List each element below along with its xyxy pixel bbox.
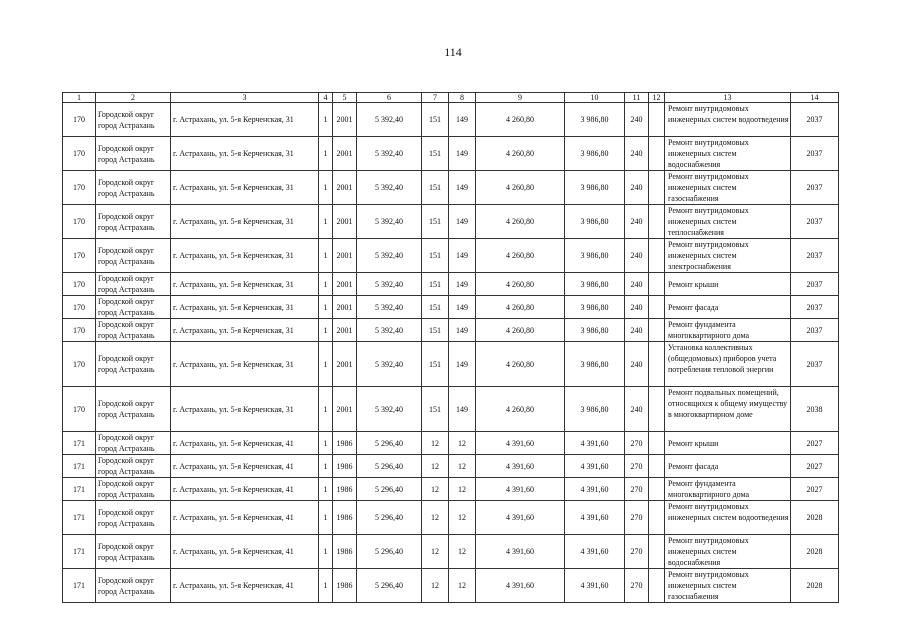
year-cell: 2001 (333, 103, 357, 137)
col4-cell: 1 (319, 432, 333, 455)
municipality-cell: Городской округ город Астрахань (96, 296, 171, 319)
col9-cell: 4 260,80 (476, 239, 565, 273)
table-row (63, 432, 839, 455)
col10-cell: 4 391,60 (565, 478, 625, 501)
col12-cell (649, 569, 665, 603)
col10-cell: 3 986,80 (565, 296, 625, 319)
col6-cell: 5 296,40 (357, 501, 422, 535)
col11-cell: 240 (625, 137, 649, 171)
col8-cell: 149 (449, 171, 476, 205)
col8-cell: 12 (449, 455, 476, 478)
address-cell: г. Астрахань, ул. 5-я Керченская, 31 (171, 205, 319, 239)
col12-cell (649, 205, 665, 239)
col4-cell: 1 (319, 137, 333, 171)
col6-cell: 5 296,40 (357, 432, 422, 455)
municipality-cell: Городской округ город Астрахань (96, 239, 171, 273)
municipality-cell: Городской округ город Астрахань (96, 455, 171, 478)
col9-cell: 4 391,60 (476, 478, 565, 501)
col7-cell: 12 (422, 569, 449, 603)
row-id-cell: 171 (63, 478, 96, 501)
col7-cell: 151 (422, 342, 449, 387)
year-cell: 2001 (333, 342, 357, 387)
col6-cell: 5 296,40 (357, 535, 422, 569)
work-type-cell: Ремонт фундамента многоквартирного дома (665, 319, 791, 342)
planned-year-cell: 2027 (791, 455, 839, 478)
col8-cell: 149 (449, 205, 476, 239)
row-id-cell: 171 (63, 535, 96, 569)
year-cell: 2001 (333, 319, 357, 342)
work-type-cell: Установка коллективных (общедомовых) приборов учета потребления тепловой энергии (665, 342, 791, 387)
col8-cell: 149 (449, 239, 476, 273)
col8-cell: 12 (449, 478, 476, 501)
col4-cell: 1 (319, 478, 333, 501)
col7-cell: 151 (422, 171, 449, 205)
table-row (63, 103, 839, 137)
planned-year-cell: 2037 (791, 296, 839, 319)
col9-cell: 4 260,80 (476, 273, 565, 296)
planned-year-cell: 2037 (791, 103, 839, 137)
col12-cell (649, 273, 665, 296)
year-cell: 1986 (333, 501, 357, 535)
col8-cell: 12 (449, 501, 476, 535)
col9-cell: 4 260,80 (476, 103, 565, 137)
col10-cell: 4 391,60 (565, 535, 625, 569)
table-row (63, 171, 839, 205)
address-cell: г. Астрахань, ул. 5-я Керченская, 41 (171, 432, 319, 455)
col7-cell: 151 (422, 296, 449, 319)
address-cell: г. Астрахань, ул. 5-я Керченская, 41 (171, 478, 319, 501)
register-table-body (63, 93, 839, 603)
col7-cell: 12 (422, 535, 449, 569)
col10-cell: 3 986,80 (565, 205, 625, 239)
planned-year-cell: 2037 (791, 319, 839, 342)
col9-cell: 4 391,60 (476, 569, 565, 603)
municipality-cell: Городской округ город Астрахань (96, 501, 171, 535)
col9-cell: 4 260,80 (476, 319, 565, 342)
municipality-cell: Городской округ город Астрахань (96, 478, 171, 501)
col8-cell: 149 (449, 103, 476, 137)
col10-cell: 3 986,80 (565, 239, 625, 273)
col6-cell: 5 392,40 (357, 205, 422, 239)
col6-cell: 5 392,40 (357, 171, 422, 205)
col10-cell: 3 986,80 (565, 103, 625, 137)
year-cell: 1986 (333, 535, 357, 569)
col8-cell: 149 (449, 342, 476, 387)
work-type-cell: Ремонт внутридомовых инженерных систем водоотведения (665, 103, 791, 137)
col7-cell: 12 (422, 455, 449, 478)
column-number: 12 (649, 93, 665, 103)
table-row (63, 569, 839, 603)
planned-year-cell: 2037 (791, 273, 839, 296)
row-id-cell: 170 (63, 205, 96, 239)
col4-cell: 1 (319, 296, 333, 319)
year-cell: 1986 (333, 569, 357, 603)
table-row (63, 137, 839, 171)
row-id-cell: 170 (63, 273, 96, 296)
planned-year-cell: 2037 (791, 342, 839, 387)
table-row (63, 478, 839, 501)
planned-year-cell: 2037 (791, 205, 839, 239)
planned-year-cell: 2027 (791, 432, 839, 455)
work-type-cell: Ремонт крыши (665, 432, 791, 455)
year-cell: 1986 (333, 478, 357, 501)
col7-cell: 12 (422, 501, 449, 535)
column-number: 1 (63, 93, 96, 103)
col6-cell: 5 296,40 (357, 455, 422, 478)
row-id-cell: 171 (63, 455, 96, 478)
column-number: 7 (422, 93, 449, 103)
col9-cell: 4 260,80 (476, 171, 565, 205)
year-cell: 1986 (333, 455, 357, 478)
address-cell: г. Астрахань, ул. 5-я Керченская, 41 (171, 569, 319, 603)
col8-cell: 149 (449, 273, 476, 296)
col6-cell: 5 296,40 (357, 569, 422, 603)
page-number: 114 (444, 45, 462, 59)
col11-cell: 240 (625, 319, 649, 342)
col10-cell: 3 986,80 (565, 319, 625, 342)
municipality-cell: Городской округ город Астрахань (96, 137, 171, 171)
row-id-cell: 170 (63, 296, 96, 319)
row-id-cell: 170 (63, 103, 96, 137)
planned-year-cell: 2027 (791, 478, 839, 501)
col9-cell: 4 260,80 (476, 387, 565, 432)
work-type-cell: Ремонт фасада (665, 455, 791, 478)
col12-cell (649, 319, 665, 342)
col10-cell: 3 986,80 (565, 387, 625, 432)
planned-year-cell: 2038 (791, 387, 839, 432)
col11-cell: 270 (625, 569, 649, 603)
col11-cell: 240 (625, 342, 649, 387)
col12-cell (649, 103, 665, 137)
col6-cell: 5 392,40 (357, 296, 422, 319)
address-cell: г. Астрахань, ул. 5-я Керченская, 31 (171, 171, 319, 205)
municipality-cell: Городской округ город Астрахань (96, 535, 171, 569)
col12-cell (649, 501, 665, 535)
table-row (63, 342, 839, 387)
work-type-cell: Ремонт внутридомовых инженерных систем водоотведения (665, 501, 791, 535)
col12-cell (649, 432, 665, 455)
table-row (63, 455, 839, 478)
address-cell: г. Астрахань, ул. 5-я Керченская, 31 (171, 239, 319, 273)
col10-cell: 4 391,60 (565, 455, 625, 478)
col6-cell: 5 392,40 (357, 137, 422, 171)
col10-cell: 3 986,80 (565, 171, 625, 205)
year-cell: 2001 (333, 273, 357, 296)
col7-cell: 151 (422, 239, 449, 273)
table-row (63, 535, 839, 569)
column-number: 2 (96, 93, 171, 103)
col12-cell (649, 171, 665, 205)
municipality-cell: Городской округ город Астрахань (96, 342, 171, 387)
column-number: 9 (476, 93, 565, 103)
planned-year-cell: 2028 (791, 535, 839, 569)
row-id-cell: 171 (63, 501, 96, 535)
table-row (63, 296, 839, 319)
col11-cell: 240 (625, 296, 649, 319)
municipality-cell: Городской округ город Астрахань (96, 273, 171, 296)
col11-cell: 270 (625, 432, 649, 455)
col8-cell: 12 (449, 569, 476, 603)
col11-cell: 270 (625, 501, 649, 535)
address-cell: г. Астрахань, ул. 5-я Керченская, 31 (171, 296, 319, 319)
row-id-cell: 170 (63, 319, 96, 342)
row-id-cell: 170 (63, 387, 96, 432)
col7-cell: 12 (422, 432, 449, 455)
col4-cell: 1 (319, 319, 333, 342)
col7-cell: 12 (422, 478, 449, 501)
column-number: 6 (357, 93, 422, 103)
work-type-cell: Ремонт фасада (665, 296, 791, 319)
col10-cell: 4 391,60 (565, 501, 625, 535)
col8-cell: 149 (449, 319, 476, 342)
col10-cell: 3 986,80 (565, 342, 625, 387)
planned-year-cell: 2028 (791, 501, 839, 535)
col10-cell: 3 986,80 (565, 137, 625, 171)
row-id-cell: 170 (63, 239, 96, 273)
row-id-cell: 170 (63, 171, 96, 205)
col4-cell: 1 (319, 273, 333, 296)
col9-cell: 4 391,60 (476, 501, 565, 535)
row-id-cell: 170 (63, 342, 96, 387)
municipality-cell: Городской округ город Астрахань (96, 432, 171, 455)
col8-cell: 149 (449, 296, 476, 319)
municipality-cell: Городской округ город Астрахань (96, 319, 171, 342)
col6-cell: 5 392,40 (357, 103, 422, 137)
col11-cell: 240 (625, 205, 649, 239)
col12-cell (649, 535, 665, 569)
col10-cell: 4 391,60 (565, 569, 625, 603)
year-cell: 2001 (333, 239, 357, 273)
col12-cell (649, 455, 665, 478)
table-row (63, 501, 839, 535)
table-row (63, 319, 839, 342)
col6-cell: 5 296,40 (357, 478, 422, 501)
col11-cell: 270 (625, 478, 649, 501)
col4-cell: 1 (319, 387, 333, 432)
planned-year-cell: 2028 (791, 569, 839, 603)
col9-cell: 4 260,80 (476, 342, 565, 387)
col8-cell: 12 (449, 535, 476, 569)
address-cell: г. Астрахань, ул. 5-я Керченская, 41 (171, 535, 319, 569)
row-id-cell: 171 (63, 569, 96, 603)
col6-cell: 5 392,40 (357, 239, 422, 273)
work-type-cell: Ремонт внутридомовых инженерных систем газоснабжения (665, 171, 791, 205)
col11-cell: 240 (625, 273, 649, 296)
year-cell: 2001 (333, 137, 357, 171)
planned-year-cell: 2037 (791, 171, 839, 205)
address-cell: г. Астрахань, ул. 5-я Керченская, 31 (171, 137, 319, 171)
address-cell: г. Астрахань, ул. 5-я Керченская, 31 (171, 319, 319, 342)
col6-cell: 5 392,40 (357, 273, 422, 296)
column-number: 14 (791, 93, 839, 103)
table-row (63, 387, 839, 432)
col12-cell (649, 296, 665, 319)
municipality-cell: Городской округ город Астрахань (96, 103, 171, 137)
year-cell: 1986 (333, 432, 357, 455)
col7-cell: 151 (422, 205, 449, 239)
address-cell: г. Астрахань, ул. 5-я Керченская, 31 (171, 387, 319, 432)
col6-cell: 5 392,40 (357, 319, 422, 342)
col9-cell: 4 260,80 (476, 296, 565, 319)
col7-cell: 151 (422, 273, 449, 296)
col4-cell: 1 (319, 501, 333, 535)
work-type-cell: Ремонт внутридомовых инженерных систем водоснабжения (665, 535, 791, 569)
year-cell: 2001 (333, 387, 357, 432)
address-cell: г. Астрахань, ул. 5-я Керченская, 41 (171, 455, 319, 478)
column-number: 11 (625, 93, 649, 103)
col9-cell: 4 260,80 (476, 205, 565, 239)
work-type-cell: Ремонт внутридомовых инженерных систем водоснабжения (665, 137, 791, 171)
column-number: 3 (171, 93, 319, 103)
col9-cell: 4 391,60 (476, 455, 565, 478)
col4-cell: 1 (319, 455, 333, 478)
column-number: 8 (449, 93, 476, 103)
work-type-cell: Ремонт крыши (665, 273, 791, 296)
col11-cell: 270 (625, 455, 649, 478)
col9-cell: 4 391,60 (476, 432, 565, 455)
col8-cell: 149 (449, 137, 476, 171)
year-cell: 2001 (333, 171, 357, 205)
col12-cell (649, 387, 665, 432)
address-cell: г. Астрахань, ул. 5-я Керченская, 41 (171, 501, 319, 535)
planned-year-cell: 2037 (791, 239, 839, 273)
col11-cell: 270 (625, 535, 649, 569)
work-type-cell: Ремонт внутридомовых инженерных систем электроснабжения (665, 239, 791, 273)
table-row (63, 239, 839, 273)
work-type-cell: Ремонт фундамента многоквартирного дома (665, 478, 791, 501)
col10-cell: 3 986,80 (565, 273, 625, 296)
work-type-cell: Ремонт внутридомовых инженерных систем теплоснабжения (665, 205, 791, 239)
col11-cell: 240 (625, 387, 649, 432)
col9-cell: 4 260,80 (476, 137, 565, 171)
col4-cell: 1 (319, 239, 333, 273)
col4-cell: 1 (319, 171, 333, 205)
year-cell: 2001 (333, 296, 357, 319)
col9-cell: 4 391,60 (476, 535, 565, 569)
table-row (63, 273, 839, 296)
column-number: 4 (319, 93, 333, 103)
col7-cell: 151 (422, 319, 449, 342)
address-cell: г. Астрахань, ул. 5-я Керченская, 31 (171, 103, 319, 137)
col12-cell (649, 342, 665, 387)
column-number: 10 (565, 93, 625, 103)
col7-cell: 151 (422, 103, 449, 137)
col4-cell: 1 (319, 103, 333, 137)
table-row (63, 205, 839, 239)
row-id-cell: 171 (63, 432, 96, 455)
col4-cell: 1 (319, 569, 333, 603)
column-number: 13 (665, 93, 791, 103)
col11-cell: 240 (625, 103, 649, 137)
planned-year-cell: 2037 (791, 137, 839, 171)
col7-cell: 151 (422, 387, 449, 432)
col11-cell: 240 (625, 239, 649, 273)
year-cell: 2001 (333, 205, 357, 239)
address-cell: г. Астрахань, ул. 5-я Керченская, 31 (171, 342, 319, 387)
row-id-cell: 170 (63, 137, 96, 171)
col12-cell (649, 239, 665, 273)
municipality-cell: Городской округ город Астрахань (96, 569, 171, 603)
col12-cell (649, 478, 665, 501)
address-cell: г. Астрахань, ул. 5-я Керченская, 31 (171, 273, 319, 296)
col8-cell: 12 (449, 432, 476, 455)
col4-cell: 1 (319, 205, 333, 239)
col4-cell: 1 (319, 535, 333, 569)
municipality-cell: Городской округ город Астрахань (96, 387, 171, 432)
municipality-cell: Городской округ город Астрахань (96, 205, 171, 239)
col12-cell (649, 137, 665, 171)
col6-cell: 5 392,40 (357, 342, 422, 387)
col7-cell: 151 (422, 137, 449, 171)
col10-cell: 4 391,60 (565, 432, 625, 455)
col8-cell: 149 (449, 387, 476, 432)
col4-cell: 1 (319, 342, 333, 387)
col11-cell: 240 (625, 171, 649, 205)
work-type-cell: Ремонт подвальных помещений, относящихся к общему имуществу в многоквартирном доме (665, 387, 791, 432)
work-type-cell: Ремонт внутридомовых инженерных систем газоснабжения (665, 569, 791, 603)
col6-cell: 5 392,40 (357, 387, 422, 432)
municipality-cell: Городской округ город Астрахань (96, 171, 171, 205)
column-number-row (63, 93, 839, 103)
register-table (62, 92, 839, 603)
column-number: 5 (333, 93, 357, 103)
